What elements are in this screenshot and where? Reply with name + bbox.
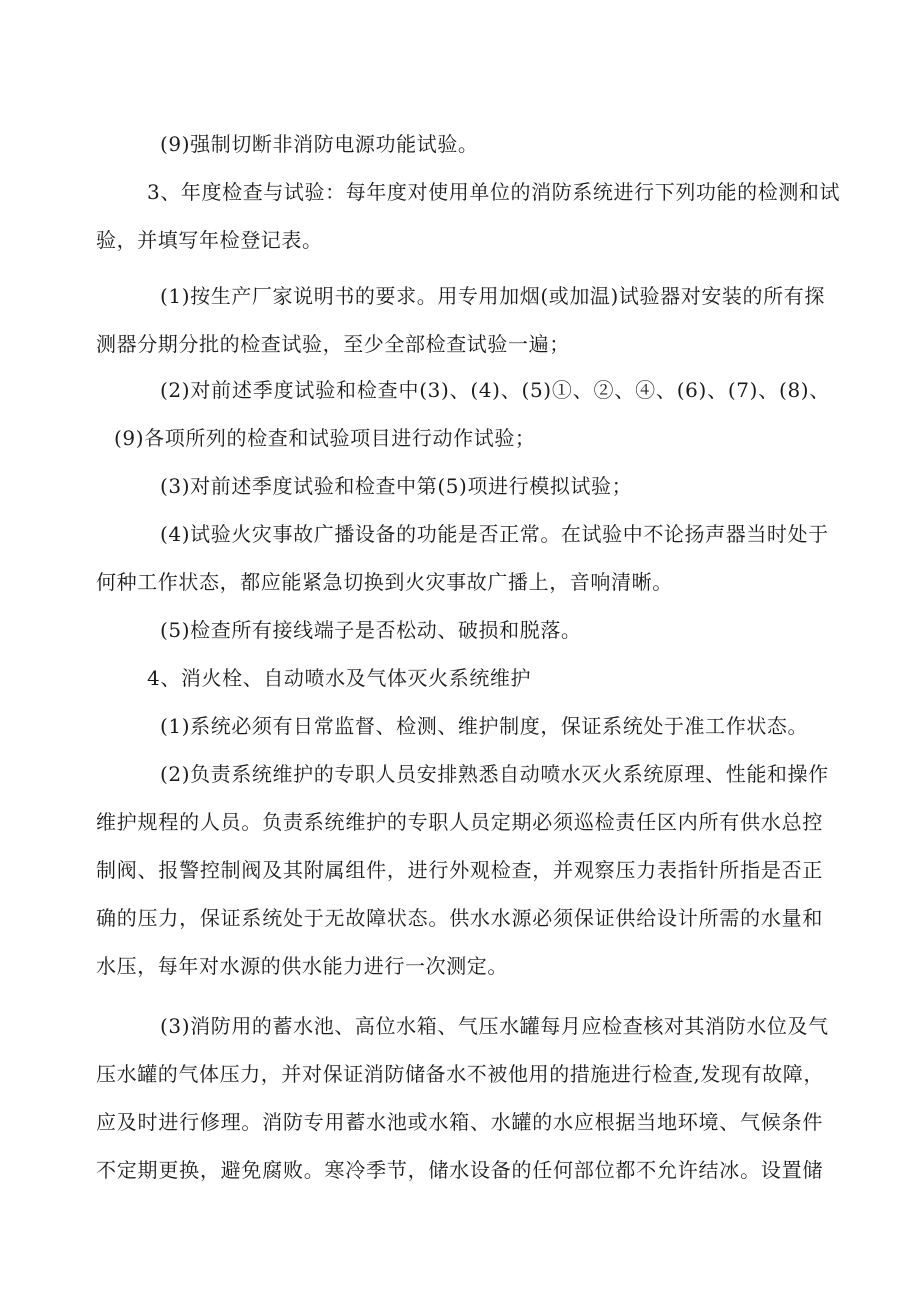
- paragraph-line: (2)负责系统维护的专职人员安排熟悉自动喷水灭火系统原理、性能和操作: [160, 762, 829, 786]
- paragraph-line: 验，并填写年检登记表。: [96, 228, 323, 252]
- paragraph-line: 水压，每年对水源的供水能力进行一次测定。: [96, 954, 508, 978]
- paragraph-line: (4)试验火灾事故广播设备的功能是否正常。在试验中不论扬声器当时处于: [160, 522, 829, 546]
- paragraph-line: (9)各项所列的检查和试验项目进行动作试验；: [114, 426, 536, 450]
- paragraph-line: 不定期更换，避免腐败。寒冷季节，储水设备的任何部位都不允许结冰。设置储: [96, 1158, 823, 1182]
- paragraph-line: (3)对前述季度试验和检查中第(5)项进行模拟试验；: [160, 474, 633, 498]
- section-heading-3: 3、年度检查与试验：每年度对使用单位的消防系统进行下列功能的检测和试: [147, 180, 841, 204]
- paragraph-line: (3)消防用的蓄水池、高位水箱、气压水罐每月应检查核对其消防水位及气: [160, 1014, 829, 1038]
- paragraph-line: 测器分期分批的检查试验，至少全部检查试验一遍；: [96, 332, 570, 356]
- section-heading-4: 4、消火栓、自动喷水及气体灭火系统维护: [147, 666, 532, 690]
- paragraph-line: 应及时进行修理。消防专用蓄水池或水箱、水罐的水应根据当地环境、气候条件: [96, 1110, 823, 1134]
- paragraph-line: (2)对前述季度试验和检查中(3)、(4)、(5)①、②、④、(6)、(7)、(8)、: [160, 378, 830, 402]
- paragraph-line: 维护规程的人员。负责系统维护的专职人员定期必须巡检责任区内所有供水总控: [96, 810, 823, 834]
- paragraph-line: 制阀、报警控制阀及其附属组件，进行外观检查，并观察压力表指针所指是否正: [96, 858, 823, 882]
- paragraph-line: (1)按生产厂家说明书的要求。用专用加烟(或加温)试验器对安装的所有探: [160, 284, 825, 308]
- paragraph-line: 压水罐的气体压力，并对保证消防储备水不被他用的措施进行检查,发现有故障，: [96, 1062, 824, 1086]
- paragraph-line: (5)检查所有接线端子是否松动、破损和脱落。: [160, 618, 582, 642]
- paragraph-line: 确的压力，保证系统处于无故障状态。供水水源必须保证供给设计所需的水量和: [96, 906, 823, 930]
- paragraph-line: 何种工作状态，都应能紧急切换到火灾事故广播上，音响清晰。: [96, 570, 673, 594]
- paragraph-line: (1)系统必须有日常监督、检测、维护制度，保证系统处于准工作状态。: [160, 714, 809, 738]
- paragraph-line: (9)强制切断非消防电源功能试验。: [160, 132, 479, 156]
